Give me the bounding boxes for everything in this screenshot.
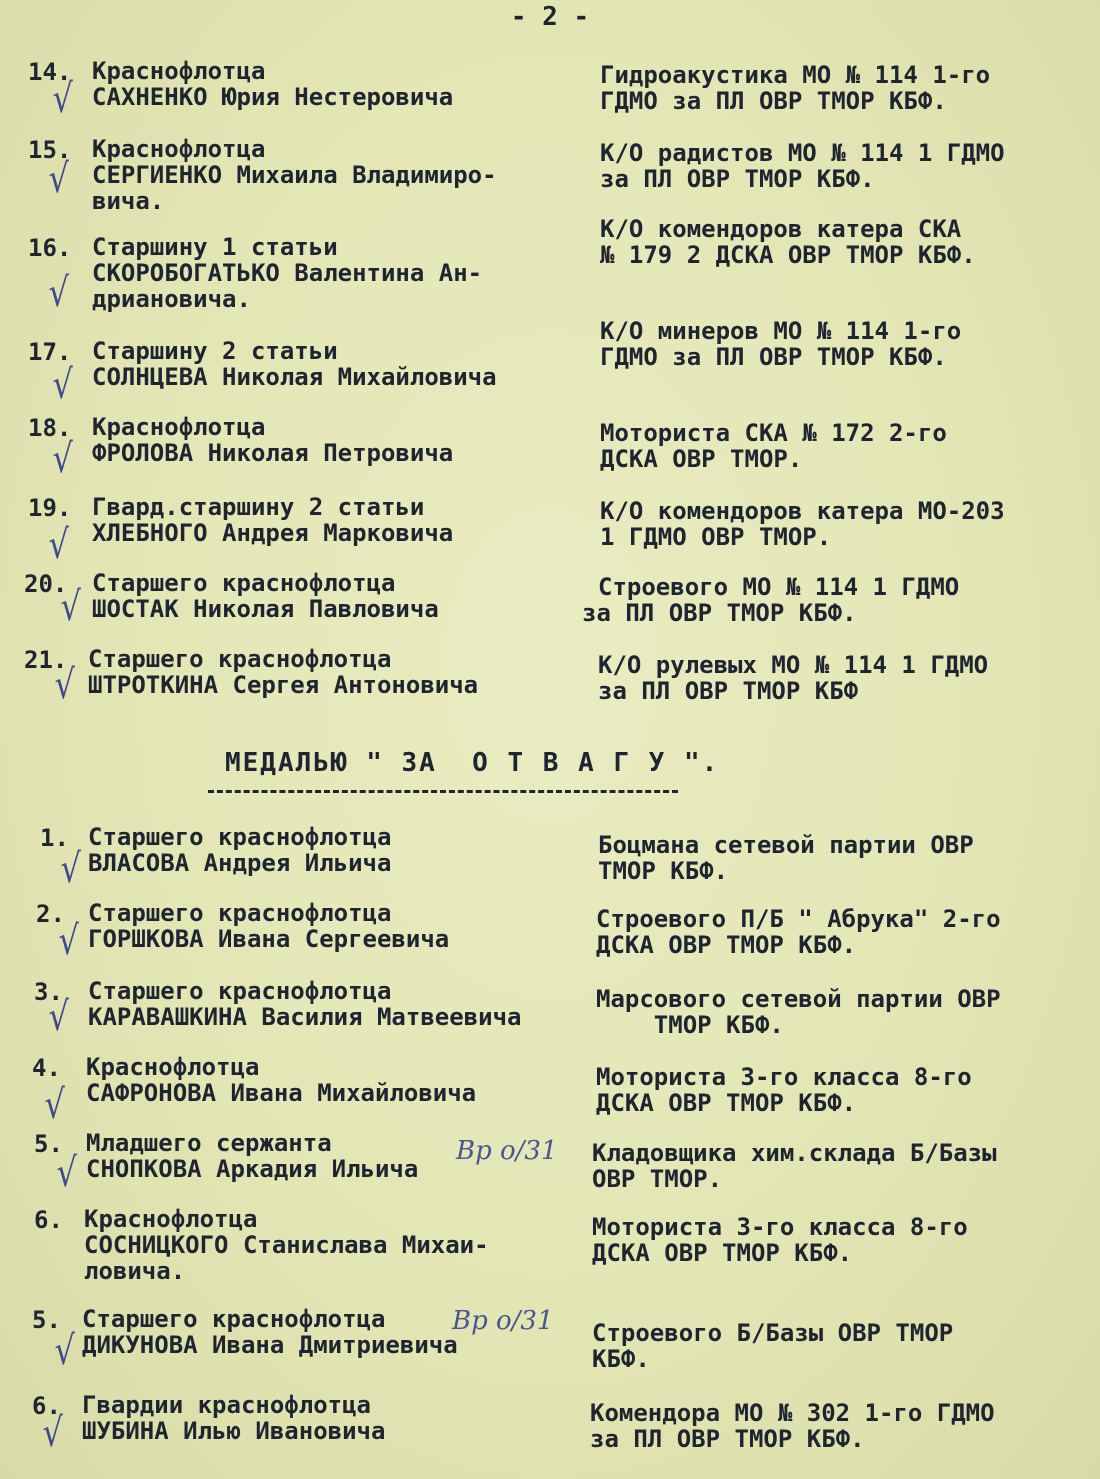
section-heading: МЕДАЛЬЮ " ЗА О Т В А Г У ". bbox=[225, 748, 720, 778]
recipient-name: ГОРШКОВА Ивана Сергеевича bbox=[88, 925, 450, 953]
entry-number: 15. bbox=[28, 136, 72, 164]
recipient-name: ШОСТАК Николая Павловича bbox=[92, 595, 439, 623]
unit-line-2: за ПЛ ОВР ТМОР КБФ. bbox=[600, 165, 875, 193]
entry-number: 14. bbox=[28, 58, 72, 86]
unit-line-2: КБФ. bbox=[592, 1345, 650, 1373]
recipient-rank: Краснофлотца bbox=[84, 1205, 258, 1233]
unit-line-2: ДСКА ОВР ТМОР КБФ. bbox=[596, 1089, 857, 1117]
handwritten-note: Вр о/31 bbox=[456, 1136, 558, 1166]
recipient-name: ФРОЛОВА Николая Петровича bbox=[92, 439, 454, 467]
recipient-name: СНОПКОВА Аркадия Ильича bbox=[86, 1155, 419, 1183]
unit-line-2: ДСКА ОВР ТМОР КБФ. bbox=[592, 1239, 853, 1267]
check-mark-icon: √ bbox=[54, 1328, 75, 1374]
entry-number: 5. bbox=[32, 1306, 61, 1334]
recipient-rank: Краснофлотца bbox=[92, 57, 266, 85]
entry-number: 6. bbox=[32, 1392, 61, 1420]
recipient-rank: Старшего краснофлотца bbox=[82, 1305, 386, 1333]
check-mark-icon: √ bbox=[52, 362, 73, 408]
unit-line-1: Моториста СКА № 172 2-го bbox=[600, 419, 947, 447]
check-mark-icon: √ bbox=[42, 1410, 63, 1456]
recipient-name-cont: ловича. bbox=[84, 1257, 186, 1285]
check-mark-icon: √ bbox=[52, 76, 73, 122]
check-mark-icon: √ bbox=[54, 662, 75, 708]
check-mark-icon: √ bbox=[56, 1150, 77, 1196]
recipient-name: ХЛЕБНОГО Андрея Марковича bbox=[92, 519, 454, 547]
page-number: - 2 - bbox=[510, 2, 590, 32]
recipient-rank: Старшего краснофлотца bbox=[92, 569, 396, 597]
recipient-rank: Старшего краснофлотца bbox=[88, 977, 392, 1005]
unit-line-2: за ПЛ ОВР ТМОР КБФ. bbox=[582, 599, 857, 627]
recipient-name: СЕРГИЕНКО Михаила Владимиро- bbox=[92, 161, 497, 189]
unit-line-2: ГДМО за ПЛ ОВР ТМОР КБФ. bbox=[600, 343, 947, 371]
entry-number: 20. bbox=[24, 570, 68, 598]
unit-line-2: ТМОР КБФ. bbox=[596, 1011, 784, 1039]
unit-line-2: за ПЛ ОВР ТМОР КБФ. bbox=[590, 1425, 865, 1453]
recipient-rank: Старшину 2 статьи bbox=[92, 337, 338, 365]
unit-line-1: К/О рулевых МО № 114 1 ГДМО bbox=[598, 651, 989, 679]
check-mark-icon: √ bbox=[44, 1082, 65, 1128]
unit-line-2: ГДМО за ПЛ ОВР ТМОР КБФ. bbox=[600, 87, 947, 115]
entry-number: 3. bbox=[34, 978, 63, 1006]
recipient-name: СКОРОБОГАТЬКО Валентина Ан- bbox=[92, 259, 483, 287]
unit-line-1: К/О комендоров катера СКА bbox=[600, 215, 962, 243]
entry-number: 2. bbox=[36, 900, 65, 928]
unit-line-1: К/О минеров МО № 114 1-го bbox=[600, 317, 962, 345]
unit-line-1: Комендора МО № 302 1-го ГДМО bbox=[590, 1399, 995, 1427]
check-mark-icon: √ bbox=[58, 918, 79, 964]
entry-number: 21. bbox=[24, 646, 68, 674]
recipient-rank: Старшину 1 статьи bbox=[92, 233, 338, 261]
unit-line-2: за ПЛ ОВР ТМОР КБФ bbox=[598, 677, 859, 705]
unit-line-1: Гидроакустика МО № 114 1-го bbox=[600, 61, 991, 89]
handwritten-note: Вр о/31 bbox=[452, 1306, 554, 1336]
unit-line-1: Строевого МО № 114 1 ГДМО bbox=[598, 573, 960, 601]
unit-line-1: Строевого П/Б " Абрука" 2-го bbox=[596, 905, 1001, 933]
recipient-rank: Младшего сержанта bbox=[86, 1129, 332, 1157]
check-mark-icon: √ bbox=[60, 584, 81, 630]
recipient-rank: Гвард.старшину 2 статьи bbox=[92, 493, 425, 521]
unit-line-2: № 179 2 ДСКА ОВР ТМОР КБФ. bbox=[600, 241, 976, 269]
recipient-name: СОСНИЦКОГО Станислава Михаи- bbox=[84, 1231, 489, 1259]
unit-line-1: Боцмана сетевой партии ОВР bbox=[598, 831, 974, 859]
unit-line-2: ДСКА ОВР ТМОР КБФ. bbox=[596, 931, 857, 959]
check-mark-icon: √ bbox=[48, 994, 69, 1040]
recipient-name: КАРАВАШКИНА Василия Матвеевича bbox=[88, 1003, 522, 1031]
unit-line-1: Моториста 3-го класса 8-го bbox=[592, 1213, 968, 1241]
recipient-rank: Гвардии краснофлотца bbox=[82, 1391, 371, 1419]
unit-line-1: Кладовщика хим.склада Б/Базы bbox=[592, 1139, 997, 1167]
entry-number: 4. bbox=[32, 1054, 61, 1082]
recipient-rank: Краснофлотца bbox=[92, 413, 266, 441]
recipient-name-cont: вича. bbox=[92, 187, 165, 215]
entry-number: 17. bbox=[28, 338, 72, 366]
check-mark-icon: √ bbox=[60, 846, 81, 892]
check-mark-icon: √ bbox=[52, 436, 73, 482]
entry-number: 16. bbox=[28, 234, 72, 262]
recipient-name: ВЛАСОВА Андрея Ильича bbox=[88, 849, 392, 877]
entry-number: 18. bbox=[28, 414, 72, 442]
entry-number: 19. bbox=[28, 494, 72, 522]
unit-line-2: ОВР ТМОР. bbox=[592, 1165, 723, 1193]
check-mark-icon: √ bbox=[48, 270, 69, 316]
recipient-rank: Краснофлотца bbox=[92, 135, 266, 163]
recipient-rank: Старшего краснофлотца bbox=[88, 823, 392, 851]
recipient-name: ШТРОТКИНА Сергея Антоновича bbox=[88, 671, 479, 699]
recipient-rank: Старшего краснофлотца bbox=[88, 899, 392, 927]
recipient-rank: Краснофлотца bbox=[86, 1053, 260, 1081]
recipient-name: ДИКУНОВА Ивана Дмитриевича bbox=[82, 1331, 458, 1359]
recipient-name: САФРОНОВА Ивана Михайловича bbox=[86, 1079, 477, 1107]
recipient-name: СОЛНЦЕВА Николая Михайловича bbox=[92, 363, 497, 391]
recipient-name: ШУБИНА Илью Ивановича bbox=[82, 1417, 386, 1445]
entry-number: 5. bbox=[34, 1130, 63, 1158]
unit-line-2: 1 ГДМО ОВР ТМОР. bbox=[600, 523, 832, 551]
unit-line-1: Моториста 3-го класса 8-го bbox=[596, 1063, 972, 1091]
unit-line-1: Строевого Б/Базы ОВР ТМОР bbox=[592, 1319, 954, 1347]
entry-number: 6. bbox=[34, 1206, 63, 1234]
unit-line-1: К/О комендоров катера МО-203 bbox=[600, 497, 1005, 525]
unit-line-1: К/О радистов МО № 114 1 ГДМО bbox=[600, 139, 1005, 167]
unit-line-2: ТМОР КБФ. bbox=[598, 857, 729, 885]
recipient-name: САХНЕНКО Юрия Нестеровича bbox=[92, 83, 454, 111]
check-mark-icon: √ bbox=[48, 156, 69, 202]
recipient-rank: Старшего краснофлотца bbox=[88, 645, 392, 673]
recipient-name-cont: дриановича. bbox=[92, 285, 251, 313]
unit-line-2: ДСКА ОВР ТМОР. bbox=[600, 445, 803, 473]
unit-line-1: Марсового сетевой партии ОВР bbox=[596, 985, 1001, 1013]
heading-underline bbox=[208, 790, 678, 793]
check-mark-icon: √ bbox=[48, 522, 69, 568]
entry-number: 1. bbox=[40, 824, 69, 852]
